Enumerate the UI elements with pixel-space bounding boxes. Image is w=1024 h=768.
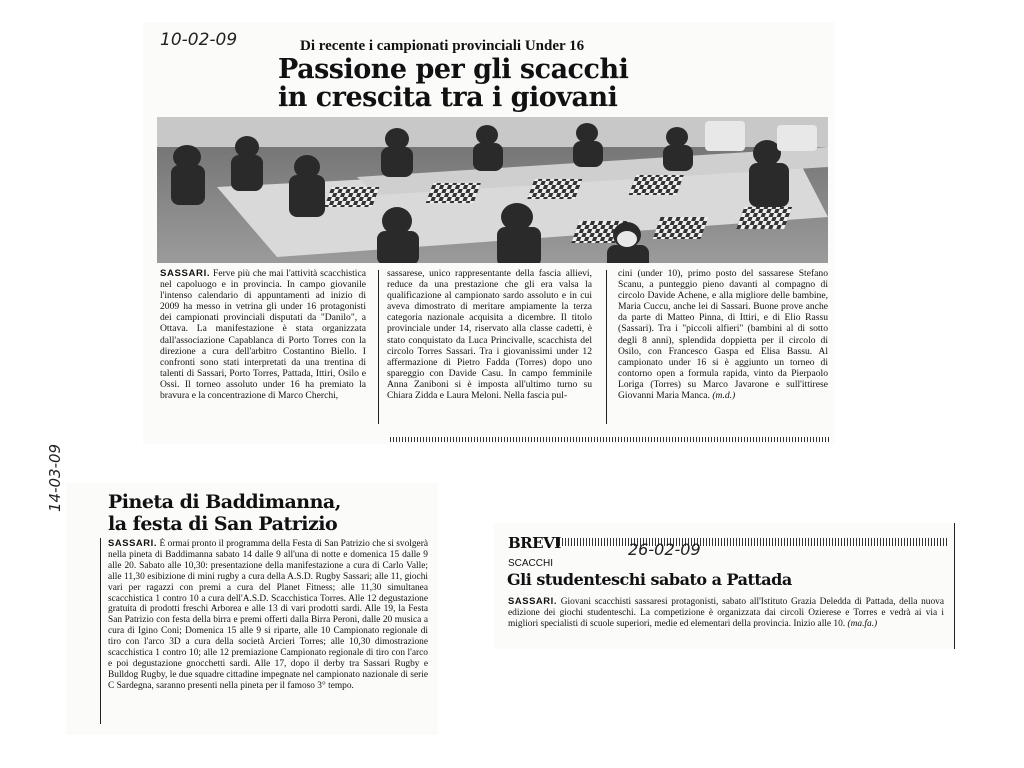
dateline: SASSARI. (108, 538, 158, 548)
byline: (m.d.) (712, 390, 736, 402)
article-body (508, 596, 944, 644)
headline-line-2: la festa di San Patrizio (108, 513, 338, 535)
column-rule (378, 270, 379, 424)
byline: (ma.fa.) (847, 618, 878, 629)
handwritten-date-vertical: 14-03-09 (46, 443, 64, 512)
dateline: SASSARI. (508, 596, 558, 606)
column-3-text: cini (under 10), primo posto del sassarese Stefano Scanu, a punteggio pieno davanti al compagno di circolo Davide Achene, e alla migliore delle bambine, Maria Cuccu, anche lei di Sassari. Buone prove anche da parte di Matteo Pinna, di Ittiri, e di Elio Rassu (Sassari). Tra i "piccoli alfieri" (bambini al di sotto degli 8 anni), splendida doppietta per il circolo di Osilo, con Francesco Gaspa ed Elisa Bassu. Al campionato under 16 si è aggiunto un torneo di contorno open a formula rapida, vinto da Pierpaolo Loriga (Torres) su Marco Javarone e sull'ittirese Giovanni Maria Manca. (618, 268, 828, 402)
clip-edge (954, 523, 955, 649)
article-kicker: Di recente i campionati provinciali Under 16 (300, 38, 585, 54)
article-column-1 (160, 268, 366, 428)
left-margin-rule (100, 538, 101, 724)
body-text: È ormai pronto il programma della Festa di San Patrizio che si svolgerà nella pineta di Baddimanna sabato 14 dalle 9 all'una di notte e domenica 15 dalle 9 alle 20. Sabato alle 10,30: presentazione della manifestazione a cura di Carlo Valle; alle 11,30 esibizione di mini rugby a cura della A.S.D. Rugby Sassari; alle 11, giochi vari per ragazzi con premi a cura del Planet Fitness; alle 11,30 simultanea scacchistica 1 contro 10 a cura dell'A.S.D. Scacchistica Torres. Alle 12 degustazione gratuita di prodotti freschi Arborea e alle 13 di vari prodotti sardi. Alle 19, la Festa San Patrizio con festa della birra e premi offerti dalla Birra Peroni, dalle 20 musica a cura di Igino Coni; Domenica 15 alle 9 si riparte, alle 10 Campionato regionale di tiro con l'arco 3D a cura della società Arcieri Torres; alle 10,30 dimostrazione scacchistica 1 contro 10; alle 12 premiazione Campionato regionale di tiro con l'arco e poi degustazione gnocchetti sardi. Alle 17, dopo il derby tra Sassari Rugby e Bulldog Rugby, le due squadre cittadine impegnate nel campionato nazionale di serie C Sardegna, saranno presenti nella pineta per il famoso 3° tempo. (108, 539, 428, 691)
headline-line-1: Passione per gli scacchi (278, 54, 629, 85)
body-text: Giovani scacchisti sassaresi protagonisti, sabato all'Istituto Grazia Deledda di Pattada, della nuova edizione dei giochi studenteschi. La competizione è organizzata dai circoli Ozierese e Torres e vedrà ai via i migliori specialisti di scuole superiori, medie ed elementari della provincia. Inizio alle 10. (508, 597, 944, 629)
article-headline: Gli studenteschi sabato a Pattada (507, 570, 792, 589)
article-headline (278, 56, 628, 113)
column-rule (606, 270, 607, 424)
section-label: BREVI (508, 534, 561, 552)
section-bar (556, 538, 948, 546)
article-kicker: SCACCHI (508, 558, 554, 569)
column-2-text: sassarese, unico rappresentante della fascia allievi, reduce da una prestazione che gli era valsa la qualificazione al campionato sardo assoluto e in cui aveva dimostrato di meritare ampiamente la terza categoria nazionale acquisita a dicembre. Il titolo provinciale under 14, riservato alla classe cadetti, è stato conquistato da Luca Princivalle, scacchista del circolo Torres Sassari. Tra i giovanissimi under 12 affermazione di Pietro Fadda (Torres) dopo uno spareggio con Davide Casu. In campo femminile Anna Zaniboni si è imposta all'ultimo turno su Chiara Zidda e Laura Meloni. Nella fascia pul- (387, 268, 592, 402)
article-column-3 (618, 268, 828, 428)
headline-line-2: in crescita tra i giovani (278, 82, 618, 114)
chess-tournament-photo (157, 117, 828, 263)
handwritten-date: 26-02-09 (628, 540, 701, 559)
headline-line-1: Pineta di Baddimanna, (108, 491, 341, 513)
article-headline (108, 491, 341, 535)
dateline: SASSARI. (160, 268, 211, 279)
article-body (108, 538, 428, 724)
article-column-2 (387, 268, 592, 428)
column-1-text: Ferve più che mai l'attività scacchistica nel capoluogo e in provincia. In campo giovanile l'intenso calendario di appuntamenti ad inizio di 2009 ha messo in vetrina gli under 16 protagonisti dei campionati provinciali disputati da "Danilo", a Ottava. La manifestazione è stata organizzata dall'associazione Capablanca di Porto Torres con la direzione a cura dell'arbitro Costantino Biello. I confronti sono stati interpretati da una trentina di talenti di Sassari, Porto Torres, Pattada, Ittiri, Osilo e Ossi. Il torneo assoluto under 16 ha premiato la bravura e la concentrazione di Marco Cherchi, (160, 268, 366, 402)
handwritten-date: 10-02-09 (160, 30, 238, 50)
bottom-rule (390, 437, 830, 442)
